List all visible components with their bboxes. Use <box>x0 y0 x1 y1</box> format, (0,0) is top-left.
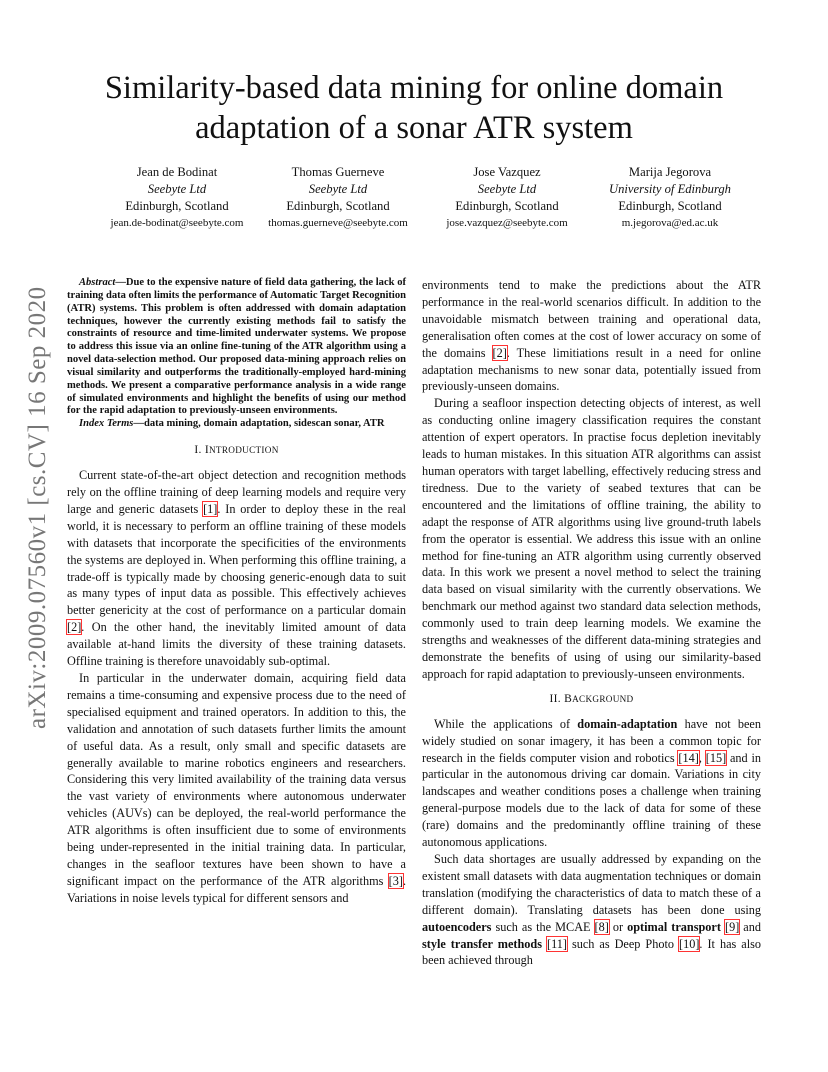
citation-link[interactable]: [9] <box>724 919 740 934</box>
bold-term: optimal transport <box>627 919 721 934</box>
paragraph: In particular in the underwater domain, acquiring field data remains a time-consuming and expensive process due to the need of specialised equipment and trained operators. In addition to this, the validation and annotation of such datasets further limits the amount of useful data. As a result, only small and specific datasets are generally available to marine robotics engineers and researchers. Considering this very limited availability of the training data versus the vast variety of environments where autonomous underwater vehicles (AUVs) can be deployed, the real-world performance the ATR algorithms is often insufficient due to some of environments being under-represented in the initial training data. In particular, changes in the seafloor textures have been shown to have a significant impact on the performance of the ATR algorithms [3]. Variations in noise levels typical for different sensors and <box>67 671 406 905</box>
author-affiliation: University of Edinburgh <box>609 182 731 196</box>
author-location: Edinburgh, Scotland <box>455 199 559 213</box>
section-number: II. <box>549 692 565 705</box>
citation-link[interactable]: [8] <box>594 919 609 934</box>
author-email: thomas.guerneve@seebyte.com <box>268 217 408 229</box>
paper-title <box>60 68 768 148</box>
author-name: Marija Jegorova <box>628 165 712 179</box>
paragraph: Such data shortages are usually addressed by expanding on the existent small datasets with data augmentation techniques or domain translation (modifying the characteristics of data to match these of a different domain). Translating datasets has been done using autoencoders such as the MCAE [8] or optimal transport [9] and style transfer methods [11] such as Deep Photo [10]. It has also been achieved through <box>422 852 761 968</box>
author-affiliation: Seebyte Ltd <box>477 182 537 196</box>
citation-link[interactable]: [10] <box>679 936 700 951</box>
citation-link[interactable]: [14] <box>678 750 699 765</box>
section-initial: B <box>564 692 573 705</box>
citation-link[interactable]: [3] <box>388 873 403 888</box>
author-block-4 <box>570 164 770 232</box>
author-email: m.jegorova@ed.ac.uk <box>621 217 719 229</box>
citation-link[interactable]: [1] <box>203 501 218 516</box>
section-initial: I <box>204 444 209 457</box>
bold-term: style transfer methods <box>422 936 542 951</box>
arxiv-stamp: arXiv:2009.07560v1 [cs.CV] 16 Sep 2020 <box>24 286 51 729</box>
author-affiliation: Seebyte Ltd <box>308 182 368 196</box>
author-location: Edinburgh, Scotland <box>618 199 722 213</box>
section-heading-introduction <box>67 443 406 457</box>
title-line-2: adaptation of a sonar ATR system <box>195 110 633 146</box>
author-name: Jose Vazquez <box>473 165 541 179</box>
bold-term: domain-adaptation <box>577 716 678 731</box>
bold-term: autoencoders <box>422 919 492 934</box>
author-name: Jean de Bodinat <box>136 165 218 179</box>
author-location: Edinburgh, Scotland <box>125 199 229 213</box>
abstract-text: —Due to the expensive nature of field data gathering, the lack of training data often limits the performance of Automatic Target Recognition (ATR) systems. This problem is often addressed with domain adaptation techniques, however the currently existing methods fail to satisfy the constraints of resource and time-limited underwater systems. We propose to address this issue via an online fine-tuning of the ATR algorithm using a novel data-selection method. Our proposed data-mining approach relies on visual similarity and outperforms the traditionally-employed hard-mining methods. We present a comparative performance analysis in a wide range of simulated environments and highlight the benefits of using our method for the rapid adaptation to previously-unseen environments. <box>67 277 406 417</box>
paragraph: During a seafloor inspection detecting objects of interest, as well as conducting online imagery classification requires the constant attention of expert operators. In practise focus depletion inevitably leads to human mistakes. In this situation ATR algorithms can assist human operators with target labelling, effectively reducing stress and tiredness. Due to the variety of seabed textures that can be encountered and the limitations of offline training, the ability to adapt the response of ATR algorithms using live ground-truth labels from the operator is essential. We address this issue with an online method for fine-tuning an ATR algorithm using currently observed data. In this work we present a novel method to select the training data based on visual similarity with the currently observations. We benchmark our method against two standard data selection methods, commonly used to train deep learning models. We examine the strengths and weaknesses of the different data-mining strategies and demonstrate the benefits of using of using our similarity-based approach for rapid adaptation to previously-unseen environments. <box>422 396 761 681</box>
author-location: Edinburgh, Scotland <box>286 199 390 213</box>
paragraph: environments tend to make the predictions about the ATR performance in the real-world scenarios difficult. In addition to the unavoidable mismatch between training and operational data, generalisation often comes at the cost of lower accuracy on some of the domains [2]. These limitiations result in a need for online adaptation mechanisms to new sonar data, potentially issued from previously-unseen domains. <box>422 278 761 394</box>
citation-link[interactable]: [15] <box>705 750 727 765</box>
index-terms-text: —data mining, domain adaptation, sidescan sonar, ATR <box>133 418 385 430</box>
citation-link[interactable]: [2] <box>492 345 507 360</box>
citation-link[interactable]: [11] <box>546 936 567 951</box>
author-email: jose.vazquez@seebyte.com <box>446 217 568 229</box>
section-number: I. <box>194 444 205 457</box>
index-terms <box>67 418 406 431</box>
section-heading-background <box>422 692 761 706</box>
author-affiliation: Seebyte Ltd <box>147 182 207 196</box>
title-line-1: Similarity-based data mining for online domain <box>104 70 724 106</box>
paragraph: Current state-of-the-art object detection and recognition methods rely on the offline training of deep learning models and require very large and generic datasets [1]. In order to deploy these in the real world, it is necessary to perform an offline training of these models with datasets that incorporate the specificities of the environments the systems are deployed in. When performing this offline training, a trade-off is typically made by choosing generic-enough data to suit as many types of input data as possible. This effectively achieves better genericity at the cost of performance on a particular domain [2]. On the other hand, the inevitably limited amount of data available at-hand limits the diversity of these training datasets. Offline training is therefore unavoidably sub-optimal. <box>67 468 406 669</box>
section-rest: ACKGROUND <box>572 693 634 704</box>
right-column <box>422 277 761 969</box>
left-column <box>67 277 406 907</box>
abstract <box>67 277 406 418</box>
paragraph: While the applications of domain-adaptation have not been widely studied on sonar imagery, it has been a common topic for research in the fields computer vision and robotics [14], [15] and in particular in the autonomous driving car domain. Variations in city landscapes and weather conditions poses a challenge when training general-purpose models due to the lack of data for some of these (rare) domains and the predominantly offline training of these autonomous applications. <box>422 716 762 850</box>
citation-link[interactable]: [2] <box>67 620 82 635</box>
abstract-label: Abstract <box>79 277 116 288</box>
author-email: jean.de-bodinat@seebyte.com <box>110 217 244 229</box>
section-rest: NTRODUCTION <box>208 445 279 456</box>
author-name: Thomas Guerneve <box>291 165 385 179</box>
index-terms-label: Index Terms <box>79 418 134 430</box>
